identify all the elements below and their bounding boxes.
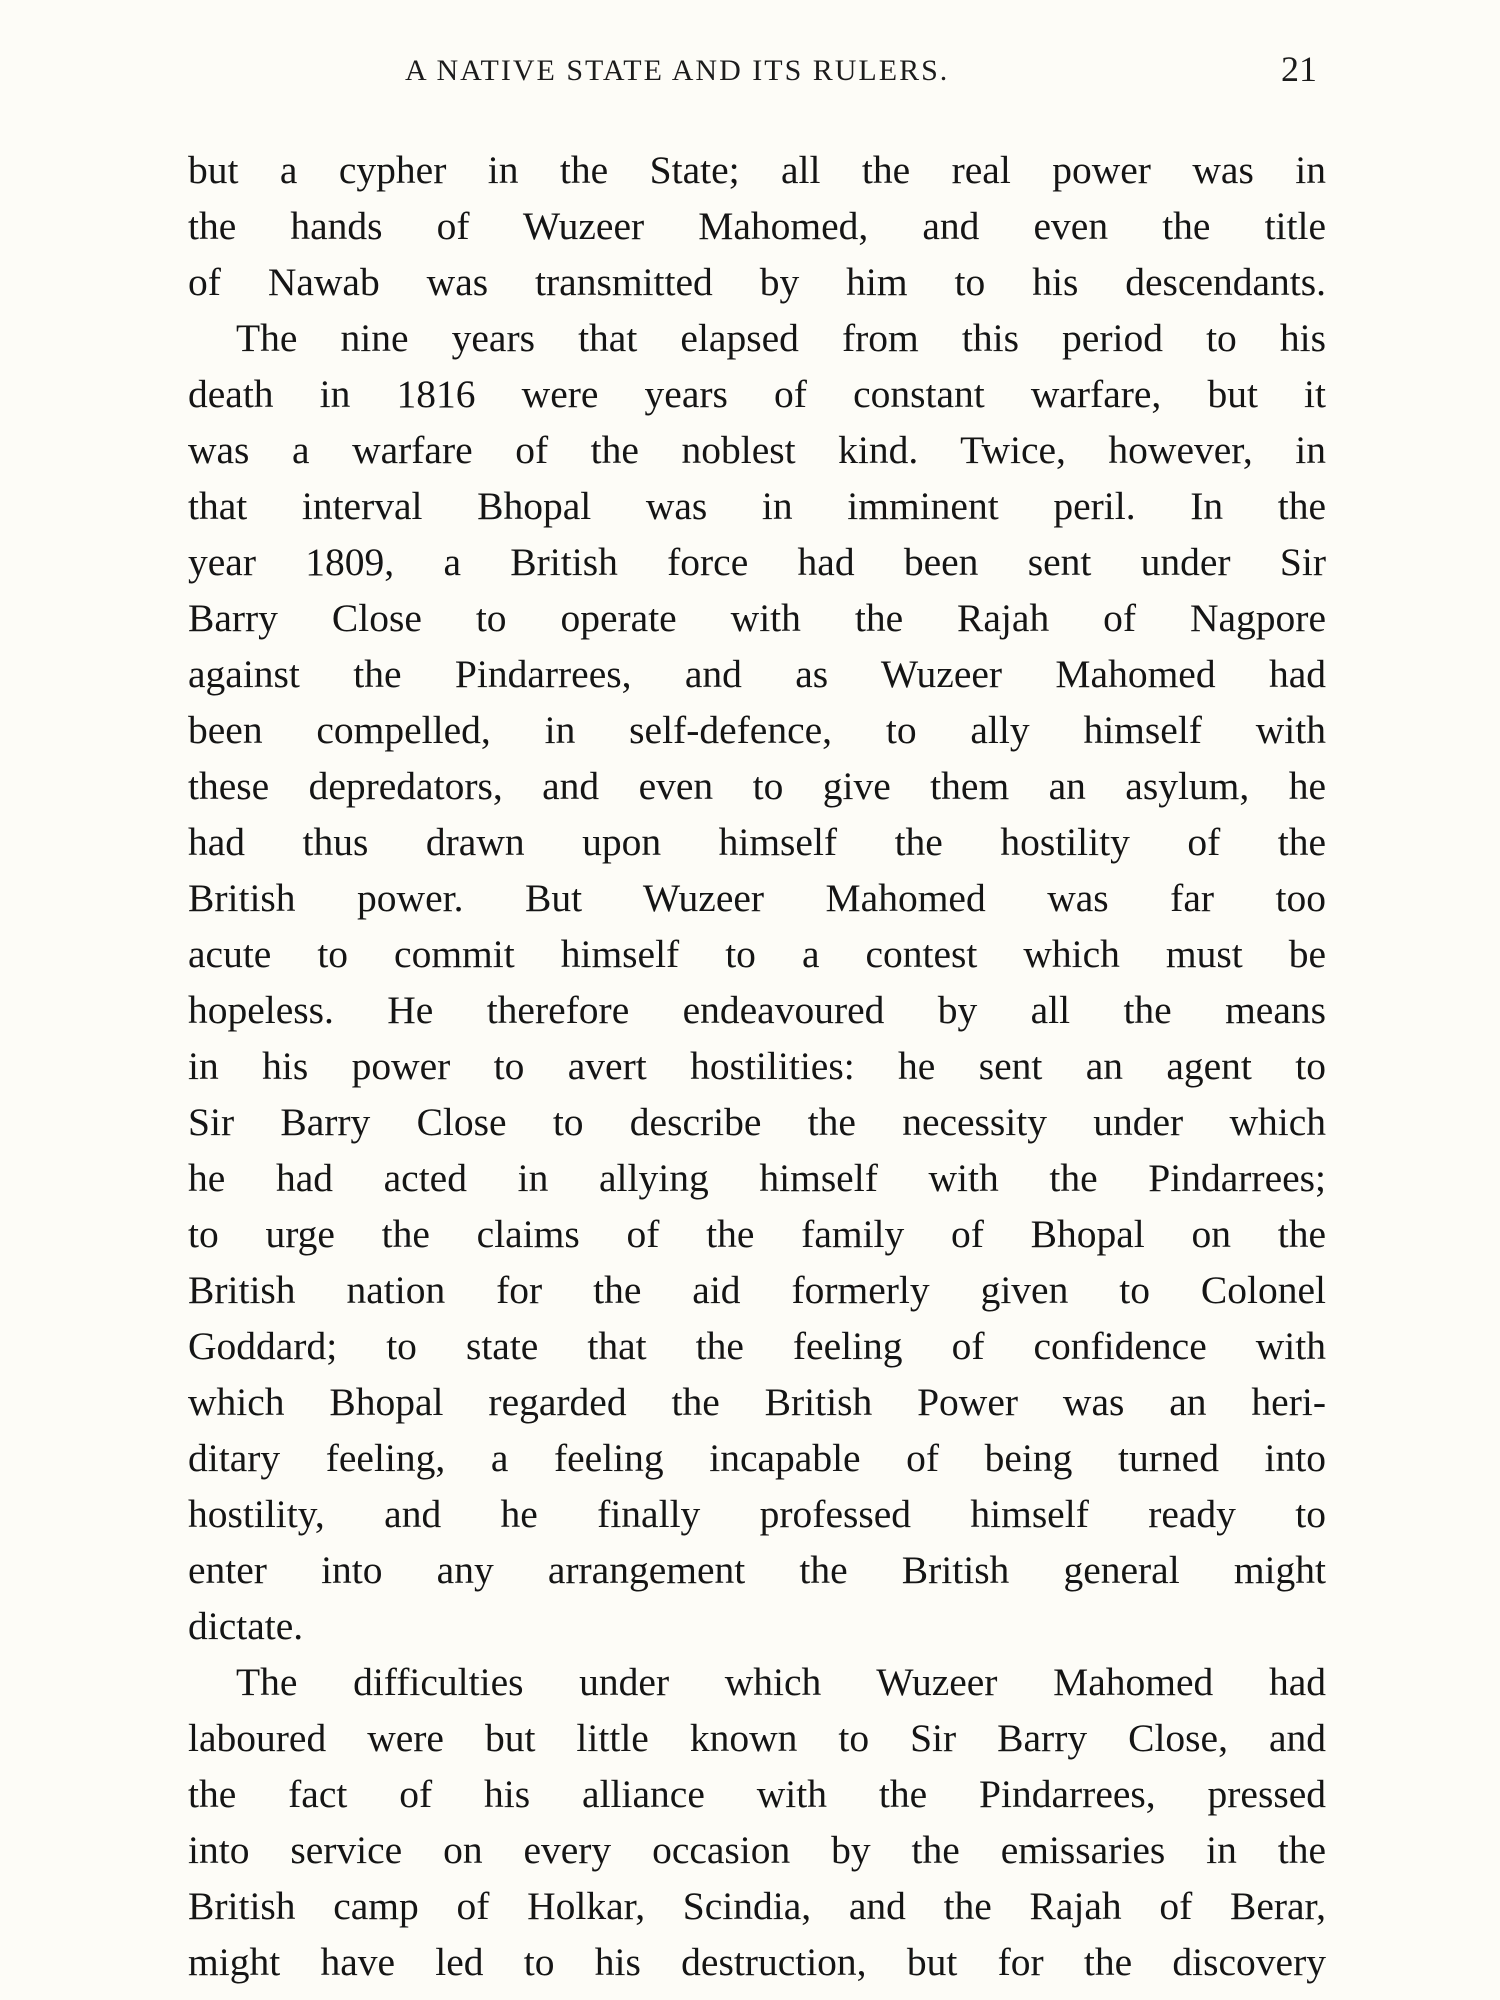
text-line: into service on every occasion by the emissaries in the xyxy=(188,1828,1326,1872)
text-line: British camp of Holkar, Scindia, and the Rajah of Berar, xyxy=(188,1884,1326,1928)
text-line: laboured were but little known to Sir Barry Close, and xyxy=(188,1716,1326,1760)
text-line: but a cypher in the State; all the real power was in xyxy=(188,148,1326,192)
page-header xyxy=(183,48,1323,104)
text-line: was a warfare of the noblest kind. Twice, however, in xyxy=(188,428,1326,472)
running-head: A NATIVE STATE AND ITS RULERS. xyxy=(405,54,950,87)
text-line: hostility, and he finally professed himself ready to xyxy=(188,1492,1326,1536)
text-line: The difficulties under which Wuzeer Mahomed had xyxy=(236,1660,1326,1704)
paragraph xyxy=(188,142,1326,310)
text-line: death in 1816 were years of constant warfare, but it xyxy=(188,372,1326,416)
text-line: been compelled, in self-defence, to ally himself with xyxy=(188,708,1326,752)
text-line: to urge the claims of the family of Bhopal on the xyxy=(188,1212,1326,1256)
text-line: in his power to avert hostilities: he sent an agent to xyxy=(188,1044,1326,1088)
text-line: enter into any arrangement the British general might xyxy=(188,1548,1326,1592)
text-line: that interval Bhopal was in imminent peril. In the xyxy=(188,484,1326,528)
text-line: the fact of his alliance with the Pindarrees, pressed xyxy=(188,1772,1326,1816)
text-line: might have led to his destruction, but for the discovery xyxy=(188,1940,1326,1984)
text-line: dictate. xyxy=(188,1604,304,1648)
text-line: Sir Barry Close to describe the necessity under which xyxy=(188,1100,1326,1144)
text-line: he had acted in allying himself with the Pindarrees; xyxy=(188,1156,1326,1200)
text-line: Goddard; to state that the feeling of confidence with xyxy=(188,1324,1326,1368)
text-line: these depredators, and even to give them an asylum, he xyxy=(188,764,1326,808)
text-line: against the Pindarrees, and as Wuzeer Mahomed had xyxy=(188,652,1326,696)
text-line: year 1809, a British force had been sent under Sir xyxy=(188,540,1326,584)
paragraph xyxy=(188,1654,1326,1990)
paragraph xyxy=(188,310,1326,1654)
text-line: of Nawab was transmitted by him to his descendants. xyxy=(188,260,1326,304)
text-line: The nine years that elapsed from this period to his xyxy=(236,316,1326,360)
text-line: acute to commit himself to a contest which must be xyxy=(188,932,1326,976)
text-line: Barry Close to operate with the Rajah of Nagpore xyxy=(188,596,1326,640)
text-line: British power. But Wuzeer Mahomed was far too xyxy=(188,876,1326,920)
text-line: hopeless. He therefore endeavoured by all the means xyxy=(188,988,1326,1032)
text-line: had thus drawn upon himself the hostility of the xyxy=(188,820,1326,864)
text-line: the hands of Wuzeer Mahomed, and even the title xyxy=(188,204,1326,248)
page-number: 21 xyxy=(1281,49,1317,89)
text-line: ditary feeling, a feeling incapable of being turned into xyxy=(188,1436,1326,1480)
text-line: British nation for the aid formerly given to Colonel xyxy=(188,1268,1326,1312)
body-text xyxy=(188,142,1326,1990)
text-line: which Bhopal regarded the British Power was an heri- xyxy=(188,1380,1326,1424)
